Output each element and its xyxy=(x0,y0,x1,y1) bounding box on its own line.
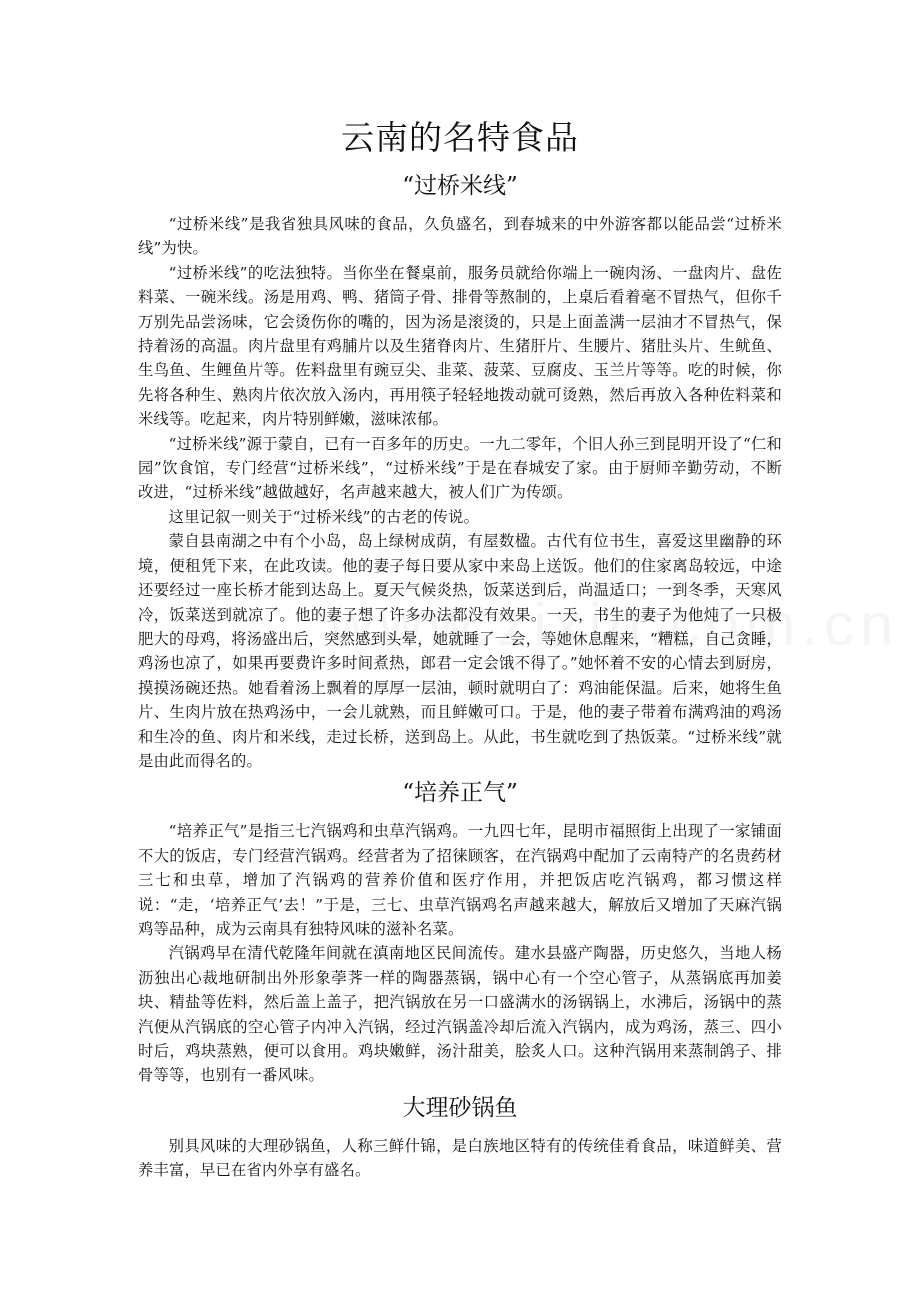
paragraph: 这里记叙一则关于“过桥米线”的古老的传说。 xyxy=(168,507,480,526)
section-heading: “过桥米线” xyxy=(402,173,518,199)
paragraph: “过桥米线”的吃法独特。当你坐在餐桌前，服务员就给你端上一碗肉汤、一盘肉片、盘佐料菜、一碗米线。汤是用鸡、鸭、猪筒子骨、排骨等熬制的，上桌后看着毫不冒热气，但你千万别先品尝汤味，它会烫伤你的嘴的，因为汤是滚烫的，只是上面盖满一层油才不冒热气，保持着汤的高温。肉片盘里有鸡脯片以及生猪脊肉片、生猪肝片、生腰片、猪肚头片、生鱿鱼、生鸟鱼、生鲤鱼片等。佐料盘里有豌豆尖、韭菜、菠菜、豆腐皮、玉兰片等等。吃的时候，你先将各种生、熟肉片依次放入汤内，再用筷子轻轻地拨动就可烫熟，然后再放入各种佐料菜和米线等。吃起来，肉片特别鲜嫩，滋味浓郁。 xyxy=(138,263,782,429)
section-dali-shaguoyu xyxy=(138,1090,782,1183)
paragraph: “培养正气”是指三七汽锅鸡和虫草汽锅鸡。一九四七年，昆明市福照街上出现了一家铺面不大的饭店，专门经营汽锅鸡。经营者为了招徕顾客，在汽锅鸡中配加了云南特产的名贵药材三七和虫草，增加了汽锅鸡的营养价值和医疗作用，并把饭店吃汽锅鸡，都习惯这样说：“走，‘培养正气’去！”于是，三七、虫草汽锅鸡名声越来越大，解放后又增加了天麻汽锅鸡等品种，成为云南具有独特风味的滋补名菜。 xyxy=(138,822,782,938)
paragraph: 别具风味的大理砂锅鱼，人称三鲜什锦，是白族地区特有的传统佳肴食品，味道鲜美、营养丰富，早已在省内外享有盛名。 xyxy=(138,1136,782,1180)
document-title: 云南的名特食品 xyxy=(341,118,579,157)
document-body xyxy=(138,110,782,1183)
paragraph: “过桥米线”是我省独具风味的食品，久负盛名，到春城来的中外游客都以能品尝“过桥米线”为快。 xyxy=(138,215,782,258)
section-heading: 大理砂锅鱼 xyxy=(402,1094,518,1121)
section-heading: “培养正气” xyxy=(402,780,518,807)
paragraph: “过桥米线”源于蒙自，已有一百多年的历史。一九二零年，个旧人孙三到昆明开设了“仁和园”饮食馆，专门经营“过桥米线”，“过桥米线”于是在春城安了家。由于厨师辛勤劳动，不断改进，“过桥米线”越做越好，名声越来越大，被人们广为传颂。 xyxy=(138,434,782,502)
section-peiyang-zhengqi xyxy=(138,775,782,1087)
section-guoqiao-mixian xyxy=(138,168,782,773)
paragraph: 汽锅鸡早在清代乾隆年间就在滇南地区民间流传。建水县盛产陶器，历史悠久，当地人杨沥独出心裁地研制出外形象荸荠一样的陶器蒸锅，锅中心有一个空心管子，从蒸锅底再加姜块、精盐等佐料，然后盖上盖子，把汽锅放在另一口盛满水的汤锅锅上，水沸后，汤锅中的蒸汽便从汽锅底的空心管子内冲入汽锅，经过汽锅盖冷却后流入汽锅内，成为鸡汤，蒸三、四小时后，鸡块蒸熟，便可以食用。鸡块嫩鲜，汤汁甜美，脍炙人口。这种汽锅用来蒸制鸽子、排骨等等，也别有一番风味。 xyxy=(138,944,782,1085)
paragraph: 蒙自县南湖之中有个小岛，岛上绿树成荫，有屋数楹。古代有位书生，喜爱这里幽静的环境，便租凭下来，在此攻读。他的妻子每日要从家中来岛上送饭。他们的住家离岛较远，中途还要经过一座长桥才能到达岛上。夏天气候炎热，饭菜送到后，尚温适口；一到冬季，天寒风冷，饭菜送到就凉了。他的妻子想了许多办法都没有效果。一天，书生的妻子为他炖了一只极肥大的母鸡，将汤盛出后，突然感到头晕，她就睡了一会，等她休息醒来，“糟糕，自己贪睡，鸡汤也凉了，如果再要费许多时间煮热，郎君一定会饿不得了。”她怀着不安的心情去到厨房，摸摸汤碗还热。她看着汤上飘着的厚厚一层油，顿时就明白了：鸡油能保温。后来，她将生鱼片、生肉片放在热鸡汤中，一会儿就熟，而且鲜嫩可口。于是，他的妻子带着布满鸡油的鸡汤和生冷的鱼、肉片和米线，走过长桥，送到岛上。从此，书生就吃到了热饭菜。“过桥米线”就是由此而得名的。 xyxy=(138,532,782,770)
